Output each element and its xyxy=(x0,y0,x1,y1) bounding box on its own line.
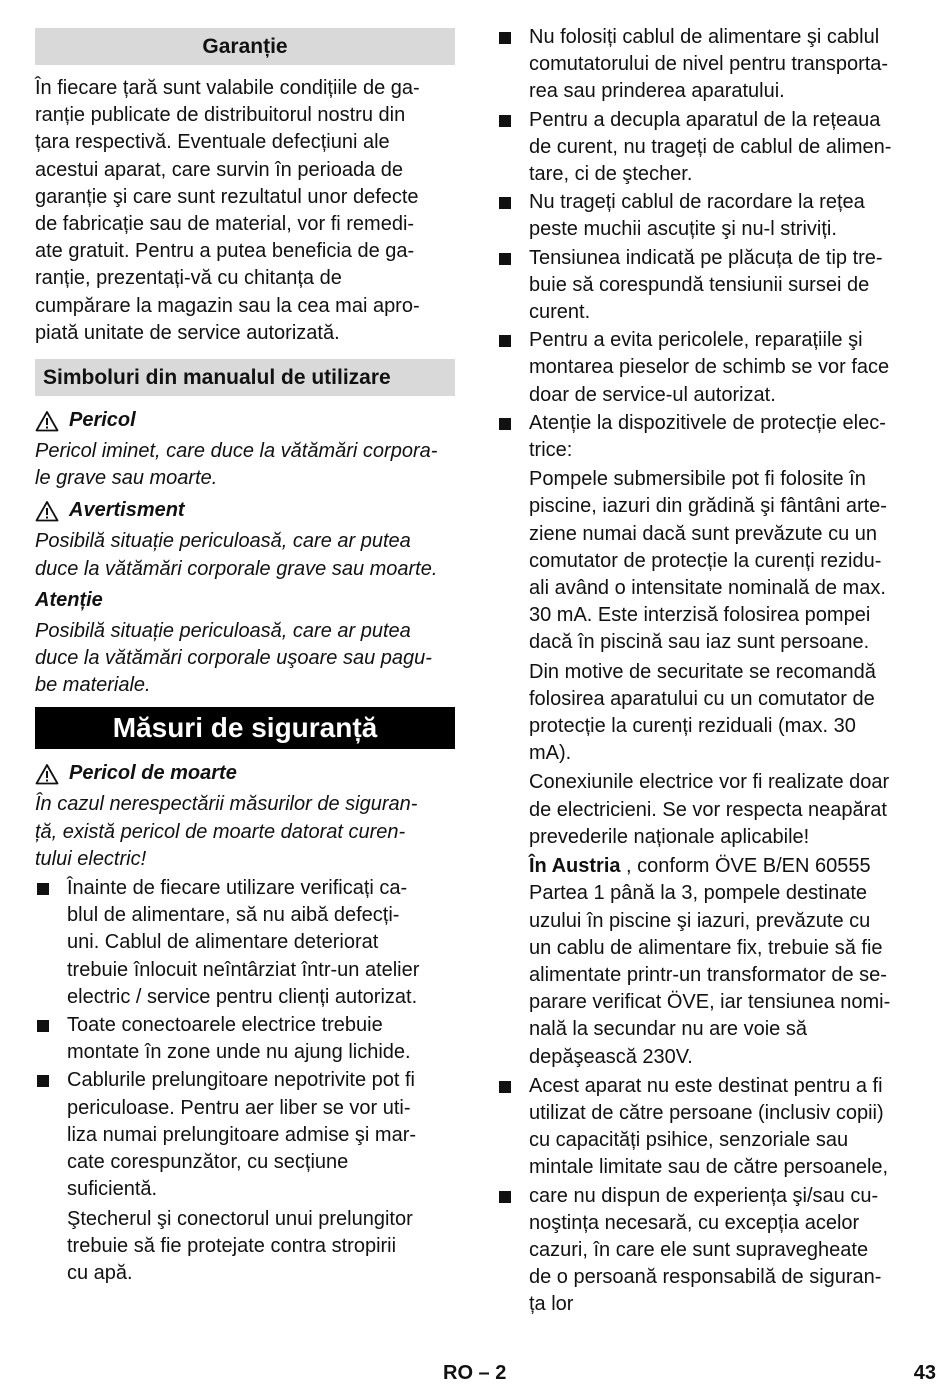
bullet-text: Acest aparat nu este destinat pentru a fi utilizat de către persoane (inclusiv copii) cu capacități psihice, senzoriale sau mintale limitate sau de către persoanele, xyxy=(529,1074,889,1179)
section-heading-masuri: Măsuri de siguranță xyxy=(35,707,455,749)
protection-paragraph-3: Conexiunile electrice vor fi realizate doar de electricieni. Se vor respecta neapărat prevederile naționale aplicabile! xyxy=(529,771,890,848)
list-item xyxy=(497,327,915,409)
list-item xyxy=(35,875,455,1011)
pericol-label: Pericol xyxy=(69,409,136,432)
square-bullet xyxy=(499,335,511,347)
footer-language-page: RO – 2 xyxy=(443,1362,507,1384)
signal-pericol-moarte xyxy=(35,760,455,787)
square-bullet xyxy=(499,418,511,430)
bullet-text: Cablurile prelungitoare nepotrivite pot fi periculoase. Pentru aer liber se vor uti- liza numai prelungitoare admise şi mar- cate corespunzător, cu secțiune suficientă. xyxy=(67,1069,417,1201)
square-bullet xyxy=(37,1075,49,1087)
list-item xyxy=(497,245,915,327)
signal-avertisment xyxy=(35,497,455,524)
avertisment-label: Avertisment xyxy=(69,499,185,522)
bullet-text: Toate conectoarele electrice trebuie montate în zone unde nu ajung lichide. xyxy=(67,1014,411,1064)
bullet-text: Pentru a evita pericolele, reparațiile şi montarea pieselor de schimb se vor face doar de service-ul autorizat. xyxy=(529,329,890,406)
left-column xyxy=(35,28,455,1287)
square-bullet xyxy=(499,253,511,265)
footer-page-number: 43 xyxy=(913,1362,936,1384)
atentie-label: Atenție xyxy=(35,588,103,611)
garantie-text: În fiecare țară sunt valabile condițiile de ga- ranție publicate de distribuitorul nostru din țara respectivă. Eventuale defecțiuni ale acestui aparat, care survin în perioada de garanție şi care sunt rezultatul unor defecte de fabricație sau de material, vor fi remedi- ate gratuit. Pentru a putea beneficia de ga- ranție, prezentați-vă cu chitanța de cumpărare la magazin sau la cea mai apro- piată unitate de service autorizată. xyxy=(35,77,420,344)
bullet-text: Tensiunea indicată pe plăcuța de tip tre- buie să corespundă tensiunii sursei de curent. xyxy=(529,246,883,324)
square-bullet xyxy=(499,32,511,44)
list-item xyxy=(497,1183,915,1319)
pericol-text: Pericol iminet, care duce la vătămări corpora- le grave sau moarte. xyxy=(35,440,438,490)
list-item xyxy=(497,189,915,243)
bullet-text: Atenție la dispozitivele de protecție elec- trice: xyxy=(529,411,886,462)
square-bullet xyxy=(499,1191,511,1203)
square-bullet xyxy=(499,197,511,209)
list-item xyxy=(497,1073,915,1182)
list-item xyxy=(497,107,915,189)
bullet-text: Înainte de fiecare utilizare verificați ca- blul de alimentare, să nu aibă defecți- uni. Cablul de alimentare deteriorat trebuie înlocuit neîntârziat într-un atelier electric / service pentru clienți autorizat. xyxy=(67,877,420,1008)
austria-bold: În Austria xyxy=(529,855,621,878)
section-heading-garantie: Garanție xyxy=(35,28,455,65)
square-bullet xyxy=(499,1081,511,1093)
section-heading-simboluri: Simboluri din manualul de utilizare xyxy=(35,359,455,396)
warning-triangle-icon xyxy=(35,500,59,522)
list-item xyxy=(497,410,915,464)
pericol-moarte-label: Pericol de moarte xyxy=(69,762,237,785)
square-bullet xyxy=(37,1020,49,1032)
square-bullet xyxy=(37,883,49,895)
signal-pericol xyxy=(35,407,455,434)
bullet-text: Nu folosiți cablul de alimentare şi cablul comutatorului de nivel pentru transporta- rea sau prinderea aparatului. xyxy=(529,26,889,103)
atentie-text: Posibilă situație periculoasă, care ar putea duce la vătămări corporale uşoare sau pagu- be materiale. xyxy=(35,619,432,697)
austria-text: , conform ÖVE B/EN 60555 Partea 1 până la 3, pompele destinate uzului în piscine şi iazuri, prevăzute cu un cablu de alimentare fix, trebuie să fie alimentate printr-un transformator de se- parare verificat ÖVE, iar tensiunea nomi- nală la secundar nu are voie să depăşească 230V. xyxy=(529,855,891,1068)
right-column xyxy=(497,24,915,1319)
avertisment-text: Posibilă situație periculoasă, care ar putea duce la vătămări corporale grave sau moarte. xyxy=(35,530,438,580)
warning-triangle-icon xyxy=(35,410,59,432)
protection-paragraph-1: Pompele submersibile pot fi folosite în piscine, iazuri din grădină şi fântâni arte- ziene numai dacă sunt prevăzute cu un comutator de protecție la curenți rezidu- ali având o intensitate nominală de max. 30 mA. Este interzisă folosirea pompei dacă în piscină sau iaz sunt persoane. xyxy=(529,468,887,654)
bullet-continuation: Ştecherul şi conectorul unui prelungitor trebuie să fie protejate contra stropirii cu apă. xyxy=(67,1207,413,1284)
bullet-text: Nu trageți cablul de racordare la rețea peste muchii ascuțite şi nu-l striviți. xyxy=(529,191,865,241)
list-item xyxy=(497,24,915,106)
pericol-moarte-text: În cazul nerespectării măsurilor de siguran- ță, există pericol de moarte datorat curen- tului electric! xyxy=(35,793,418,870)
protection-paragraph-2: Din motive de securitate se recomandă folosirea aparatului cu un comutator de protecție la curenți reziduali (max. 30 mA). xyxy=(529,660,876,765)
austria-paragraph xyxy=(497,853,915,1071)
bullet-text: care nu dispun de experiența şi/sau cu- noştința necesară, cu excepția acelor cazuri, în care ele sunt supravegheate de o persoană responsabilă de siguran- ța lor xyxy=(529,1184,882,1316)
list-item xyxy=(35,1012,455,1066)
warning-triangle-icon xyxy=(35,763,59,785)
square-bullet xyxy=(499,115,511,127)
list-item xyxy=(35,1067,455,1203)
bullet-text: Pentru a decupla aparatul de la rețeaua de curent, nu trageți de cablul de alimen- tare, ci de ştecher. xyxy=(529,108,892,186)
